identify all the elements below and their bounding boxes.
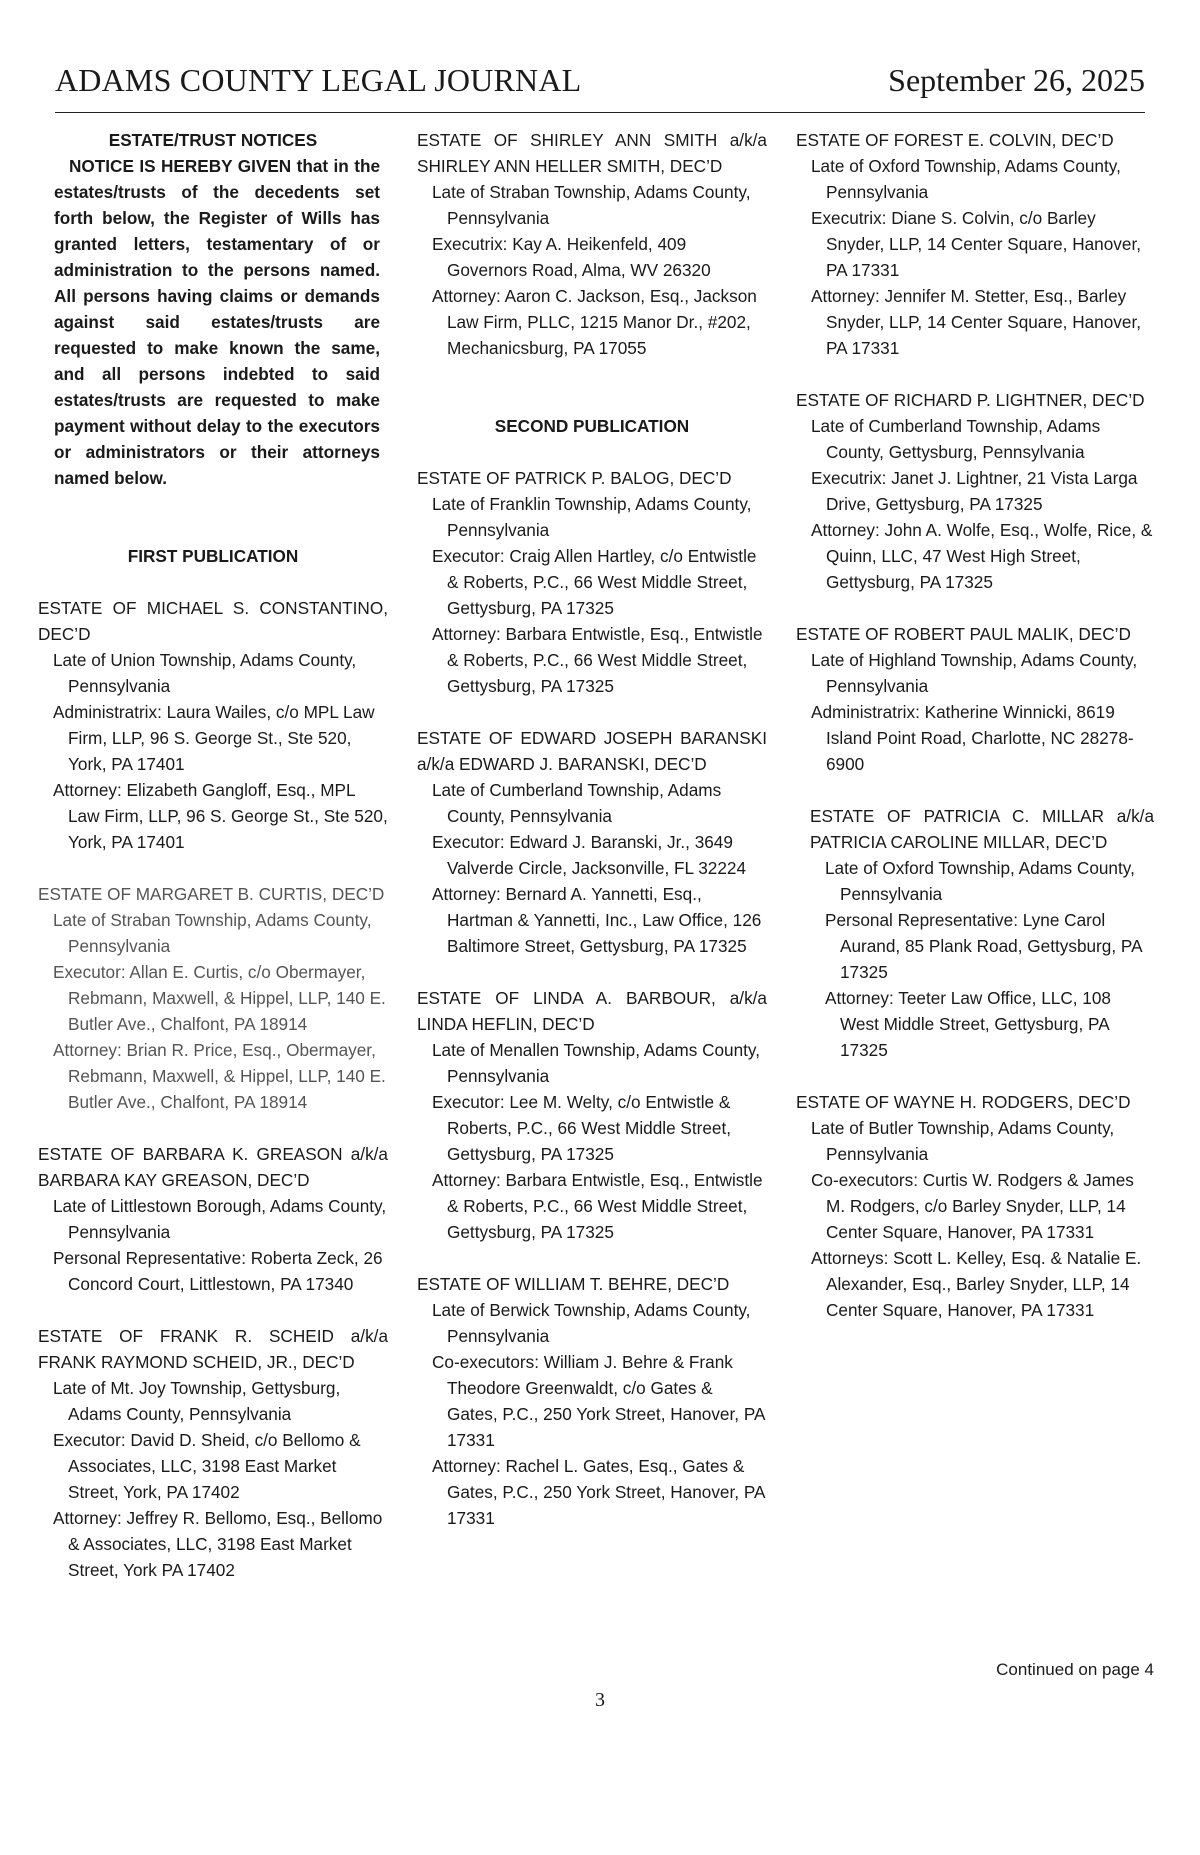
- estate-representative: Executor: David D. Sheid, c/o Bellomo & Associates, LLC, 3198 East Market Street, York, PA 17402: [53, 1430, 361, 1502]
- estate-name: ESTATE OF FOREST E. COLVIN, DEC’D: [796, 130, 1114, 150]
- estate-notice: [417, 725, 767, 959]
- estate-attorney: Attorney: Jeffrey R. Bellomo, Esq., Bellomo & Associates, LLC, 3198 East Market Street, York PA 17402: [53, 1508, 383, 1580]
- estate-representative: Executor: Allan E. Curtis, c/o Obermayer, Rebmann, Maxwell, & Hippel, LLP, 140 E. Butler Ave., Chalfont, PA 18914: [53, 962, 386, 1034]
- estate-residence: Late of Cumberland Township, Adams County, Gettysburg, Pennsylvania: [811, 416, 1101, 462]
- notices-heading: ESTATE/TRUST NOTICES: [108, 130, 318, 150]
- estate-residence: Late of Cumberland Township, Adams County, Pennsylvania: [432, 780, 722, 826]
- estate-attorney: Attorney: Barbara Entwistle, Esq., Entwistle & Roberts, P.C., 66 West Middle Street, Gettysburg, PA 17325: [432, 624, 763, 696]
- estate-representative: Personal Representative: Lyne Carol Aurand, 85 Plank Road, Gettysburg, PA 17325: [825, 910, 1142, 982]
- estate-notice: [38, 595, 388, 855]
- estate-name: ESTATE OF BARBARA K. GREASON a/k/a BARBARA KAY GREASON, DEC’D: [38, 1144, 388, 1190]
- estate-notice: [796, 621, 1154, 777]
- estate-notice: [796, 387, 1154, 595]
- estate-attorney: Attorney: John A. Wolfe, Esq., Wolfe, Rice, & Quinn, LLC, 47 West High Street, Gettysburg, PA 17325: [811, 520, 1153, 592]
- estate-residence: Late of Straban Township, Adams County, Pennsylvania: [432, 182, 751, 228]
- estate-representative: Executrix: Kay A. Heikenfeld, 409 Governors Road, Alma, WV 26320: [432, 234, 711, 280]
- estate-attorney: Attorney: Brian R. Price, Esq., Obermayer, Rebmann, Maxwell, & Hippel, LLP, 140 E. Butler Ave., Chalfont, PA 18914: [53, 1040, 386, 1112]
- estate-residence: Late of Oxford Township, Adams County, Pennsylvania: [825, 858, 1135, 904]
- estate-representative: Executor: Edward J. Baranski, Jr., 3649 Valverde Circle, Jacksonville, FL 32224: [432, 832, 747, 878]
- estate-attorney: Attorney: Bernard A. Yannetti, Esq., Hartman & Yannetti, Inc., Law Office, 126 Baltimore Street, Gettysburg, PA 17325: [432, 884, 762, 956]
- estate-representative: Administratrix: Laura Wailes, c/o MPL Law Firm, LLP, 96 S. George St., Ste 520, York, PA 17401: [53, 702, 375, 774]
- estate-residence: Late of Littlestown Borough, Adams County, Pennsylvania: [53, 1196, 387, 1242]
- estate-attorney: Attorney: Aaron C. Jackson, Esq., Jackson Law Firm, PLLC, 1215 Manor Dr., #202, Mechanicsburg, PA 17055: [432, 286, 757, 358]
- estate-name: ESTATE OF WAYNE H. RODGERS, DEC’D: [796, 1092, 1131, 1112]
- estate-notice: [796, 127, 1154, 361]
- estate-representative: Co-executors: William J. Behre & Frank Theodore Greenwaldt, c/o Gates & Gates, P.C., 250 York Street, Hanover, PA 17331: [432, 1352, 765, 1450]
- page-number: 3: [595, 1689, 605, 1711]
- estate-notice: [417, 127, 767, 361]
- estate-name: ESTATE OF PATRICK P. BALOG, DEC’D: [417, 468, 732, 488]
- estate-notice: [417, 985, 767, 1245]
- estate-notice: [796, 803, 1154, 1063]
- estate-name: ESTATE OF LINDA A. BARBOUR, a/k/a LINDA HEFLIN, DEC’D: [417, 988, 767, 1034]
- estate-name: ESTATE OF MICHAEL S. CONSTANTINO, DEC’D: [38, 598, 388, 644]
- estate-notice: [38, 1141, 388, 1297]
- estate-attorney: Attorney: Elizabeth Gangloff, Esq., MPL Law Firm, LLP, 96 S. George St., Ste 520, York, PA 17401: [53, 780, 388, 852]
- estate-name: ESTATE OF ROBERT PAUL MALIK, DEC’D: [796, 624, 1131, 644]
- estate-residence: Late of Highland Township, Adams County, Pennsylvania: [811, 650, 1138, 696]
- notices-intro-text: NOTICE IS HEREBY GIVEN that in the estates/trusts of the decedents set forth below, the Register of Wills has granted letters, testamentary of or administration to the persons named. All persons having claims or demands against said estates/trusts are requested to make known the same, and all persons indebted to said estates/trusts are requested to make payment without delay to the executors or administrators or their attorneys named below.: [54, 156, 380, 488]
- first-publication-heading: FIRST PUBLICATION: [127, 546, 299, 566]
- estate-attorney: Attorneys: Scott L. Kelley, Esq. & Natalie E. Alexander, Esq., Barley Snyder, LLP, 14 Center Square, Hanover, PA 17331: [811, 1248, 1142, 1320]
- estate-name: ESTATE OF EDWARD JOSEPH BARANSKI a/k/a EDWARD J. BARANSKI, DEC’D: [417, 728, 767, 774]
- estate-representative: Personal Representative: Roberta Zeck, 26 Concord Court, Littlestown, PA 17340: [53, 1248, 383, 1294]
- estate-notice: [417, 465, 767, 699]
- estate-attorney: Attorney: Jennifer M. Stetter, Esq., Barley Snyder, LLP, 14 Center Square, Hanover, PA 17331: [811, 286, 1141, 358]
- estate-representative: Executor: Craig Allen Hartley, c/o Entwistle & Roberts, P.C., 66 West Middle Street, Gettysburg, PA 17325: [432, 546, 757, 618]
- estate-residence: Late of Straban Township, Adams County, Pennsylvania: [53, 910, 372, 956]
- continued-note: Continued on page 4: [996, 1660, 1154, 1679]
- column-2: [417, 127, 767, 1557]
- estate-residence: Late of Franklin Township, Adams County, Pennsylvania: [432, 494, 752, 540]
- estate-representative: Co-executors: Curtis W. Rodgers & James M. Rodgers, c/o Barley Snyder, LLP, 14 Center Square, Hanover, PA 17331: [811, 1170, 1134, 1242]
- estate-attorney: Attorney: Rachel L. Gates, Esq., Gates & Gates, P.C., 250 York Street, Hanover, PA 17331: [432, 1456, 765, 1528]
- estate-representative: Executrix: Janet J. Lightner, 21 Vista Larga Drive, Gettysburg, PA 17325: [811, 468, 1138, 514]
- column-1: [38, 127, 388, 1609]
- page-header: [55, 62, 1145, 113]
- estate-notice: [38, 1323, 388, 1583]
- estate-residence: Late of Mt. Joy Township, Gettysburg, Adams County, Pennsylvania: [53, 1378, 341, 1424]
- estate-notice: [417, 1271, 767, 1531]
- estate-notice: [796, 1089, 1154, 1323]
- estate-attorney: Attorney: Barbara Entwistle, Esq., Entwistle & Roberts, P.C., 66 West Middle Street, Gettysburg, PA 17325: [432, 1170, 763, 1242]
- estate-residence: Late of Oxford Township, Adams County, Pennsylvania: [811, 156, 1121, 202]
- estate-residence: Late of Butler Township, Adams County, Pennsylvania: [811, 1118, 1115, 1164]
- journal-title: ADAMS COUNTY LEGAL JOURNAL: [55, 62, 582, 98]
- estate-representative: Executrix: Diane S. Colvin, c/o Barley Snyder, LLP, 14 Center Square, Hanover, PA 17331: [811, 208, 1141, 280]
- estate-name: ESTATE OF RICHARD P. LIGHTNER, DEC’D: [796, 390, 1145, 410]
- estate-residence: Late of Union Township, Adams County, Pennsylvania: [53, 650, 357, 696]
- estate-representative: Executor: Lee M. Welty, c/o Entwistle & Roberts, P.C., 66 West Middle Street, Gettysburg, PA 17325: [432, 1092, 732, 1164]
- estate-representative: Administratrix: Katherine Winnicki, 8619 Island Point Road, Charlotte, NC 28278-6900: [811, 702, 1134, 774]
- estate-attorney: Attorney: Teeter Law Office, LLC, 108 West Middle Street, Gettysburg, PA 17325: [825, 988, 1111, 1060]
- estate-residence: Late of Menallen Township, Adams County, Pennsylvania: [432, 1040, 761, 1086]
- estate-name: ESTATE OF SHIRLEY ANN SMITH a/k/a SHIRLEY ANN HELLER SMITH, DEC’D: [417, 130, 767, 176]
- issue-date: September 26, 2025: [888, 62, 1145, 98]
- estate-name: ESTATE OF FRANK R. SCHEID a/k/a FRANK RAYMOND SCHEID, JR., DEC’D: [38, 1326, 388, 1372]
- column-3: [796, 127, 1154, 1349]
- estate-name: ESTATE OF PATRICIA C. MILLAR a/k/a PATRICIA CAROLINE MILLAR, DEC’D: [810, 806, 1154, 852]
- estate-name: ESTATE OF MARGARET B. CURTIS, DEC’D: [38, 884, 385, 904]
- second-publication-heading: SECOND PUBLICATION: [494, 416, 690, 436]
- estate-notice: [38, 881, 388, 1115]
- estate-residence: Late of Berwick Township, Adams County, Pennsylvania: [432, 1300, 751, 1346]
- estate-name: ESTATE OF WILLIAM T. BEHRE, DEC’D: [417, 1274, 730, 1294]
